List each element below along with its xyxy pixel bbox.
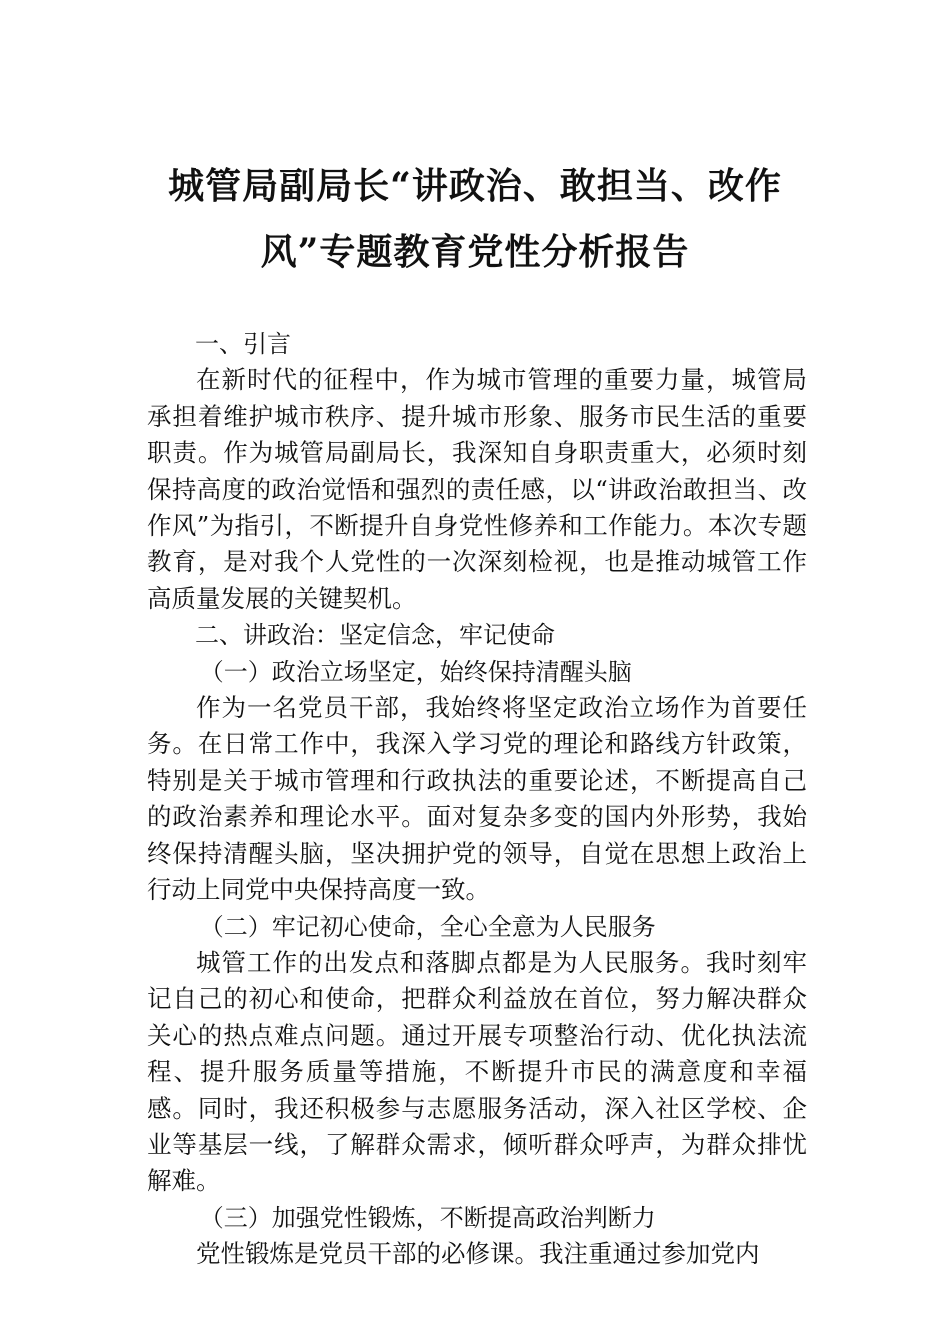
document-title-line2: 风”专题教育党性分析报告: [260, 231, 690, 273]
subsection-heading-2: （二）牢记初心使命，全心全意为人民服务: [199, 912, 656, 941]
subsection-heading-1: （一）政治立场坚定，始终保持清醒头脑: [199, 657, 632, 686]
section-heading-introduction: 一、引言: [195, 330, 291, 358]
subsection-heading-3: （三）加强党性锻炼，不断提高政治判断力: [199, 1203, 656, 1232]
paragraph-subsection-3: 党性锻炼是党员干部的必修课。我注重通过参加党内: [196, 1239, 760, 1269]
paragraph-subsection-1: 作为一名党员干部，我始终将坚定政治立场作为首要任务。在日常工作中，我深入学习党的理论和路线方针政策，特别是关于城市管理和行政执法的重要论述，不断提高自己的政治素养和理论水平。面对复杂多变的国内外形势，我始终保持清醒头脑，坚决拥护党的领导，自觉在思想上政治上行动上同党中央保持高度一致。: [147, 693, 807, 905]
section-heading-politics: 二、讲政治：坚定信念，牢记使命: [195, 621, 555, 650]
document-body: [147, 326, 807, 1273]
paragraph-introduction: 在新时代的征程中，作为城市管理的重要力量，城管局承担着维护城市秩序、提升城市形象、服务市民生活的重要职责。作为城管局副局长，我深知自身职责重大，必须时刻保持高度的政治觉悟和强烈的责任感，以“讲政治敢担当、改作风”为指引，不断提升自身党性修养和工作能力。本次专题教育，是对我个人党性的一次深刻检视，也是推动城管工作高质量发展的关键契机。: [147, 365, 807, 613]
document-title-line1: 城管局副局长“讲政治、敢担当、改作: [168, 165, 782, 207]
paragraph-subsection-2: 城管工作的出发点和落脚点都是为人民服务。我时刻牢记自己的初心和使命，把群众利益放在首位，努力解决群众关心的热点难点问题。通过开展专项整治行动、优化执法流程、提升服务质量等措施，不断提升市民的满意度和幸福感。同时，我还积极参与志愿服务活动，深入社区学校、企业等基层一线，了解群众需求，倾听群众呼声，为群众排忧解难。: [147, 947, 807, 1196]
